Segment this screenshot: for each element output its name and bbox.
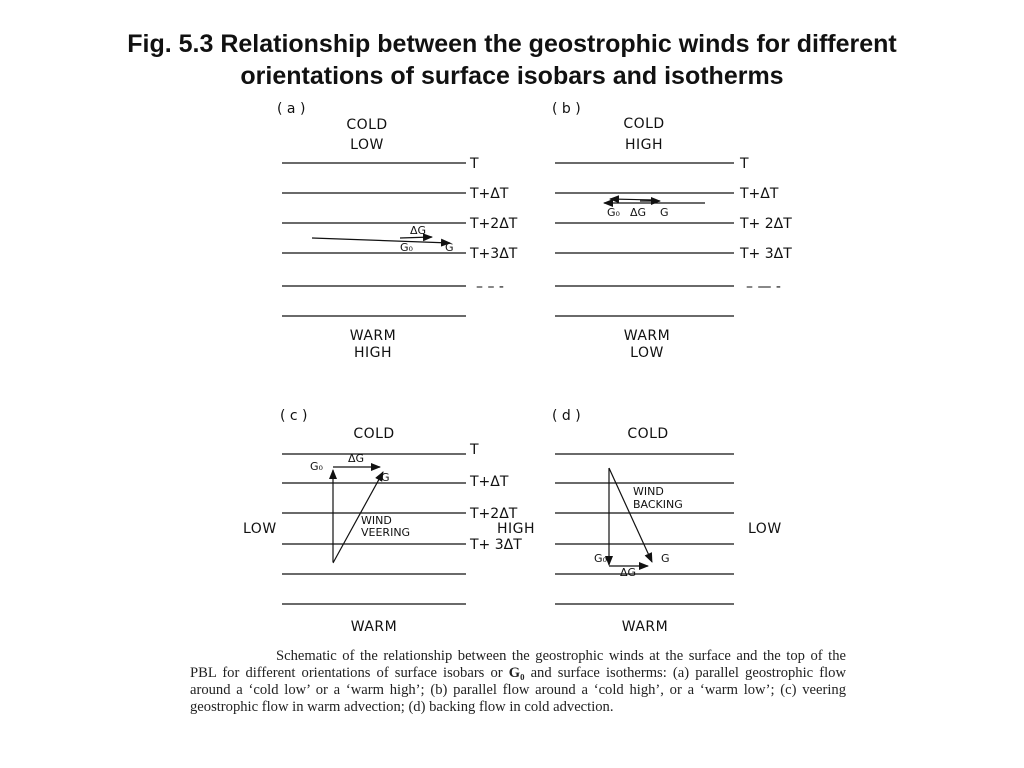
panel-a-iso-label-2: T+ΔT xyxy=(470,186,509,202)
panel-c-iso-label-2: T+ΔT xyxy=(470,474,509,490)
panel-d-annotation-1: WIND xyxy=(633,485,664,498)
panel-d-dg-label: ΔG xyxy=(620,566,637,579)
panel-a-dg-label: ΔG xyxy=(410,224,427,237)
panel-a-g0-label: G₀ xyxy=(400,241,413,254)
panel-c-iso-label-1: T xyxy=(470,442,479,458)
panel-d-annotation-2: BACKING xyxy=(633,498,683,511)
panel-a-bottom-region: WARM xyxy=(349,328,397,344)
panel-b-dg-label: ΔG xyxy=(630,206,647,219)
panel-c-top-region: COLD xyxy=(353,426,395,442)
caption-text-part-2: and surface isotherms: (a) parallel geostrophic flow around a ‘cold low’ or a ‘warm high’; (b) parallel flow around a ‘cold high’, or a ‘warm low’; (c) veering geostrophic flow in warm advection; (d) backing flow in cold advection. xyxy=(190,665,846,715)
panel-a-label: ( a ) xyxy=(277,101,306,117)
panel-b-bottom-region: WARM xyxy=(623,328,671,344)
panel-b-g0-label: G₀ xyxy=(607,206,620,219)
panel-c-iso-label-3: T+2ΔT xyxy=(470,506,518,522)
panel-b-top-pressure: HIGH xyxy=(624,137,664,153)
panel-c-iso-label-4: T+ 3ΔT xyxy=(470,537,522,553)
panel-d-top-region: COLD xyxy=(627,426,669,442)
panel-c-annotation-2: VEERING xyxy=(361,526,411,539)
figure-caption xyxy=(190,648,846,716)
panel-c xyxy=(243,408,535,635)
panel-b-bottom-pressure: LOW xyxy=(630,345,664,361)
panel-a-iso-label-5: – – - xyxy=(476,279,504,295)
panel-c-g0-label: G₀ xyxy=(310,460,323,473)
panel-a-bottom-pressure: HIGH xyxy=(353,345,393,361)
title-line-1: Fig. 5.3 Relationship between the geostrophic winds for different xyxy=(127,30,897,58)
panel-a-g-label: G xyxy=(445,241,454,254)
panel-a-iso-label-4: T+3ΔT xyxy=(470,246,518,262)
panel-c-g-label: G xyxy=(381,471,390,484)
panel-b-iso-label-3: T+ 2ΔT xyxy=(740,216,792,232)
panel-d xyxy=(552,408,782,635)
panel-a-vector-dg xyxy=(400,237,432,238)
panel-a-iso-label-1: T xyxy=(470,156,479,172)
panel-b-top-region: COLD xyxy=(623,116,665,132)
title-line-2: orientations of surface isobars and isotherms xyxy=(240,62,784,90)
panel-c-right-label: HIGH xyxy=(497,521,536,537)
panel-b xyxy=(552,101,792,361)
panel-a-iso-label-3: T+2ΔT xyxy=(470,216,518,232)
panel-b-iso-label-2: T+ΔT xyxy=(740,186,779,202)
panel-c-left-label: LOW xyxy=(243,521,277,537)
panel-c-label: ( c ) xyxy=(280,408,308,424)
panel-d-vector-g xyxy=(609,468,652,562)
panel-d-g0-label: G₀ xyxy=(594,552,607,565)
caption-g0-symbol: G₀ xyxy=(508,665,525,681)
panel-b-iso-label-1: T xyxy=(740,156,749,172)
panel-d-label: ( d ) xyxy=(552,408,581,424)
panel-b-iso-label-4: T+ 3ΔT xyxy=(740,246,792,262)
panel-a-vector-g0 xyxy=(312,238,450,243)
panel-d-right-label: LOW xyxy=(748,521,782,537)
panel-c-bottom-region: WARM xyxy=(350,619,398,635)
panel-a-top-pressure: LOW xyxy=(350,137,384,153)
panel-b-vector-g xyxy=(610,199,655,200)
panel-c-annotation-1: WIND xyxy=(361,514,392,527)
panel-b-g-label: G xyxy=(660,206,669,219)
panel-b-label: ( b ) xyxy=(552,101,581,117)
panel-a xyxy=(277,101,518,361)
caption-text-part-1: Schematic of the relationship between the geostrophic winds at the surface and the top of the PBL for different orientations of surface isobars or xyxy=(190,648,846,681)
panel-d-g-label: G xyxy=(661,552,670,565)
panel-c-dg-label: ΔG xyxy=(348,452,365,465)
panel-d-bottom-region: WARM xyxy=(621,619,669,635)
panel-b-iso-label-5: – — - xyxy=(746,279,781,295)
panel-a-top-region: COLD xyxy=(346,117,388,133)
